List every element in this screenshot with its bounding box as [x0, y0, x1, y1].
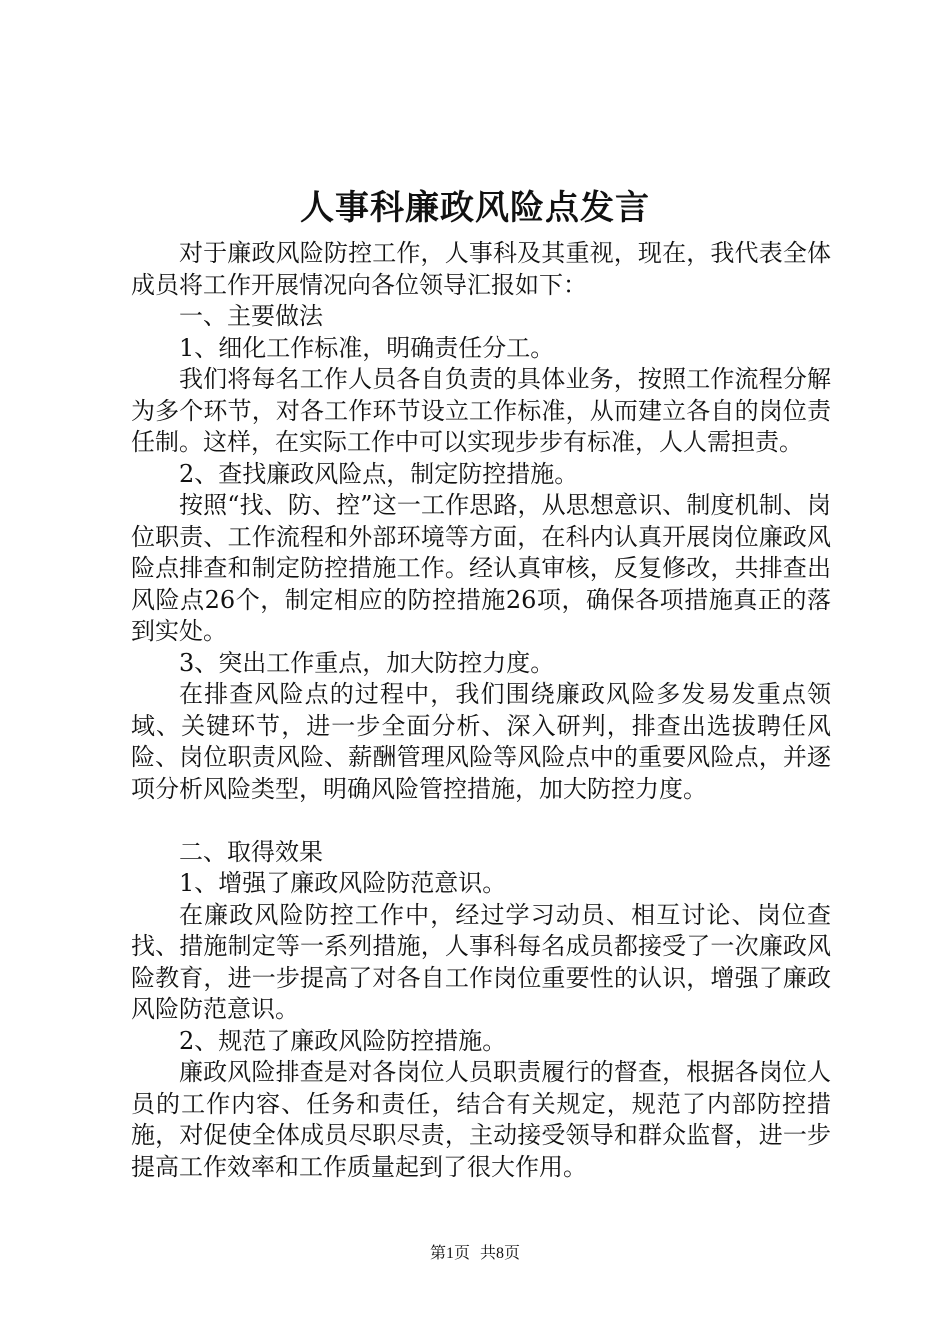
- page-total: 共8页: [480, 1245, 521, 1262]
- subheading-3: 3、突出工作重点，加大防控力度。: [179, 648, 555, 677]
- subheading-5: 2、规范了廉政风险防控措施。: [179, 1026, 507, 1055]
- paragraph-2: 按照“找、防、控”这一工作思路，从思想意识、制度机制、岗位职责、工作流程和外部环境等方面，在科内认真开展岗位廉政风险点排查和制定防控措施工作。经认真审核，反复修改，共排查出风险点26个，制定相应的防控措施26项，确保各项措施真正的落到实处。: [131, 491, 831, 645]
- paragraph-3: 在排查风险点的过程中，我们围绕廉政风险多发易发重点领域、关键环节，进一步全面分析、深入研判，排查出选拔聘任风险、岗位职责风险、薪酬管理风险等风险点中的重要风险点，并逐项分析风险类型，明确风险管控措施，加大防控力度。: [131, 680, 831, 803]
- subheading-1: 1、细化工作标准，明确责任分工。: [179, 333, 555, 362]
- page-number: 第1页: [429, 1245, 470, 1262]
- paragraph-intro: 对于廉政风险防控工作，人事科及其重视，现在，我代表全体成员将工作开展情况向各位领导汇报如下：: [131, 239, 831, 299]
- heading-main-methods: 一、主要做法: [179, 302, 323, 330]
- document-body: [131, 238, 831, 1183]
- page-footer: [0, 1243, 950, 1265]
- paragraph-spacer: [131, 805, 831, 837]
- heading-results: 二、取得效果: [179, 837, 323, 866]
- paragraph-1: 我们将每名工作人员各自负责的具体业务，按照工作流程分解为多个环节，对各工作环节设立工作标准，从而建立各自的岗位责任制。这样，在实际工作中可以实现步步有标准，人人需担责。: [131, 365, 831, 456]
- page-title: 人事科廉政风险点发言: [300, 188, 650, 228]
- paragraph-4: 在廉政风险防控工作中，经过学习动员、相互讨论、岗位查找、措施制定等一系列措施，人事科每名成员都接受了一次廉政风险教育，进一步提高了对各自工作岗位重要性的认识，增强了廉政风险防范意识。: [131, 900, 831, 1023]
- subheading-2: 2、查找廉政风险点，制定防控措施。: [179, 459, 579, 488]
- paragraph-5: 廉政风险排查是对各岗位人员职责履行的督查，根据各岗位人员的工作内容、任务和责任，结合有关规定，规范了内部防控措施，对促使全体成员尽职尽责，主动接受领导和群众监督，进一步提高工作效率和工作质量起到了很大作用。: [131, 1058, 831, 1181]
- subheading-4: 1、增强了廉政风险防范意识。: [179, 869, 507, 897]
